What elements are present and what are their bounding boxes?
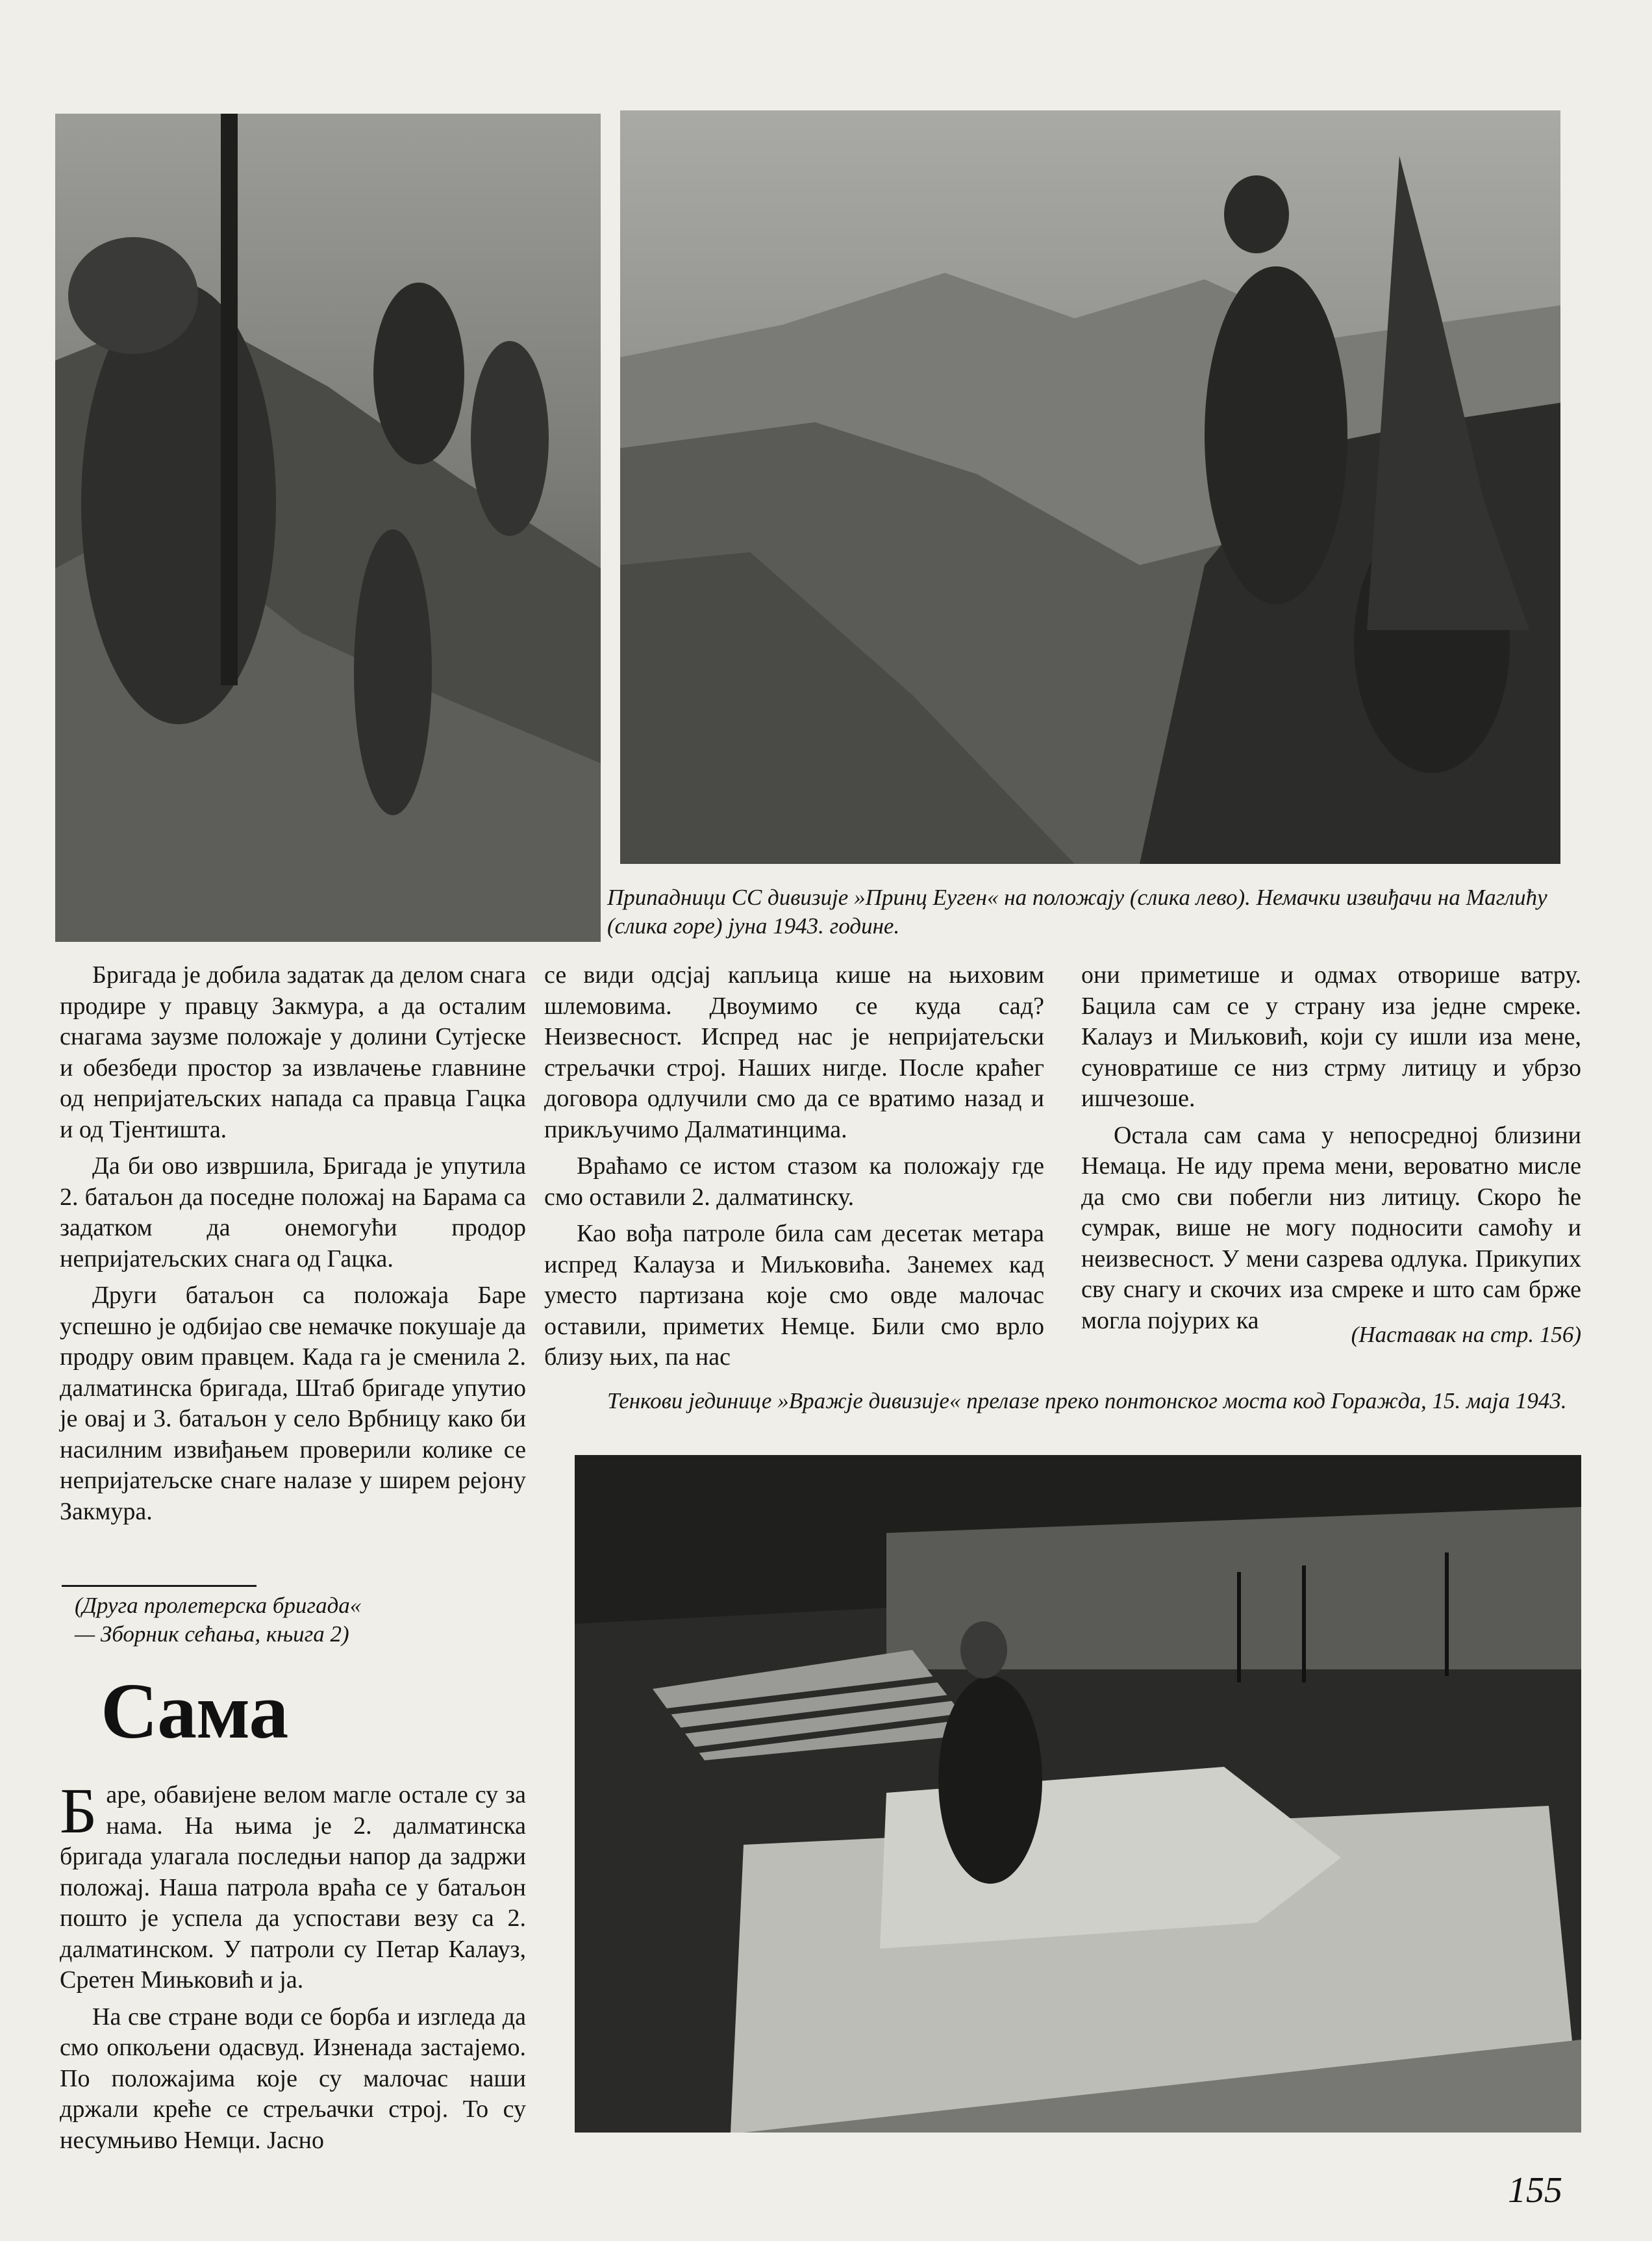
continued-note: (Наставак на стр. 156) <box>1351 1322 1581 1347</box>
drop-cap: Б <box>60 1775 97 1847</box>
article-2-paragraph: На све стране води се борба и изгледа да смо опкољени одасвуд. Изненада застајемо. По положајима које су малочас наши држали креће се стрељачки строј. То су несумњиво Немци. Јасно <box>60 2003 526 2154</box>
source-line: — Зборник сећања, књига 2) <box>75 1621 349 1647</box>
photo-scouts-mountain <box>620 110 1560 864</box>
first-paragraph-text: аре, обавијене велом магле остале су за нама. На њима је 2. далматинска бригада улагала последњи напор да задржи положај. Наша патрола враћа се у батаљон пошто је успела да успостави везу са 2. далматинском. У патроли су Петар Калауз, Сретен Мињковић и ја. <box>60 1781 526 1994</box>
article-1-paragraph: Бригада је добила задатак да делом снага продире у правцу Закмура, а да осталим снагама заузме положаје у долини Сутјеске и обезбеди простор за извлачење главнине од непријатељских напада са правца Гацка и од Тјентишта. <box>60 961 526 1143</box>
article-1-paragraph: Други батаљон са положаја Баре успешно је одбијао све немачке покушаје да продру овим правцем. Када га је сменила 2. далматинска бригада, Штаб бригаде упутио је овај и 3. батаљон у село Врбницу како би насилним извиђањем проверили колике се непријатељске снаге налазе у ширем рејону Закмура. <box>60 1282 526 1525</box>
article-2-paragraph: Као вођа патроле била сам десетак метара испред Калауза и Миљковића. Занемех кад уместо партизана које смо овде малочас оставили, приметих Немце. Били смо врло близу њих, па нас <box>544 1220 1044 1371</box>
photo-right-image <box>620 110 1560 864</box>
photo-left-image <box>55 114 601 942</box>
article-2-column-2 <box>544 960 1044 1379</box>
photo-caption-bottom: Тенкови јединице »Вражје дивизије« прелазе преко понтонског моста код Горажда, 15. маја 1943. <box>607 1388 1567 1413</box>
article-2-column-1 <box>60 1775 526 2162</box>
article-1-paragraph: Да би ово извршила, Бригада је упутила 2. батаљон да поседне положај на Барама са задатком да онемогући продор непријатељских снага од Гацка. <box>60 1152 526 1272</box>
article-2-paragraph: се види одсјај капљица кише на њиховим шлемовима. Двоумимо се куда сад? Неизвесност. Испред нас је непријатељски стрељачки строј. Наших нигде. После краћег договора одлучили смо да се вратимо назад и прикључимо Далматинцима. <box>544 961 1044 1143</box>
photo-bottom-image <box>575 1455 1581 2133</box>
article-2-column-3 <box>1081 960 1581 1342</box>
page-number: 155 <box>1508 2170 1562 2210</box>
article-2-first-paragraph <box>60 1775 526 1996</box>
article-2-paragraph: Враћамо се истом стазом ка положају где смо оставили 2. далматинску. <box>544 1152 1044 1211</box>
article-1-source <box>75 1591 516 1649</box>
photo-tank-bridge <box>575 1455 1581 2133</box>
article-2-headline: Сама <box>101 1667 288 1755</box>
article-2-paragraph: они приметише и одмах отворише ватру. Бацила сам се у страну иза једне смреке. Калауз и Миљковић, који су ишли иза мене, суновратише се низ стрму литицу и убрзо ишчезоше. <box>1081 961 1581 1112</box>
source-divider <box>62 1585 257 1587</box>
source-line: (Друга пролетерска бригада« <box>75 1593 362 1618</box>
photo-caption-top: Припадници СС дивизије »Принц Еуген« на положају (слика лево). Немачки извиђачи на Маглићу (слика горе) јуна 1943. године. <box>607 885 1547 939</box>
photo-soldiers-climbing <box>55 114 601 942</box>
article-1-column <box>60 960 526 1533</box>
article-2-paragraph: Остала сам сама у непосредној близини Немаца. Не иду према мени, вероватно мисле да смо сви побегли низ литицу. Скоро ће сумрак, више не могу подносити самоћу и неизвесност. У мени сазрева одлука. Прикупих сву снагу и скочих иза смреке и што сам брже могла појурих ка <box>1081 1121 1581 1334</box>
